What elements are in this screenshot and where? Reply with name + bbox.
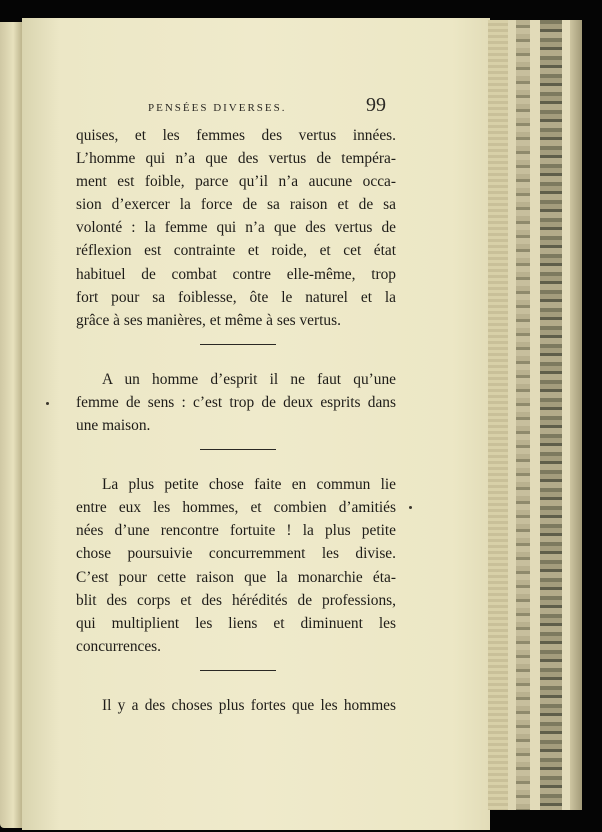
- paragraph-1: [76, 124, 396, 358]
- text-line: nées d’une rencontre fortuite ! la plus petite: [76, 522, 396, 540]
- text-line: fort pour sa foiblesse, ôte le naturel et la: [76, 288, 396, 306]
- text-line: La plus petite chose faite en commun lie: [102, 476, 396, 494]
- text-line: habituel de combat contre elle-même, trop: [76, 265, 396, 283]
- paragraph-3: [76, 473, 396, 684]
- page-number: 99: [366, 94, 386, 116]
- page-header: [148, 88, 408, 118]
- section-divider: [200, 344, 276, 345]
- text-line: femme de sens : c’est trop de deux esprits dans: [76, 393, 396, 411]
- paper-speck: [46, 402, 49, 405]
- text-line: A un homme d’esprit il ne faut qu’une: [102, 370, 396, 388]
- text-line: ment est foible, parce qu’il n’a aucune occa-: [76, 173, 396, 191]
- text-line: L’homme qui n’a que des vertus de tempéra-: [76, 150, 396, 168]
- paper-speck: [409, 506, 412, 509]
- text-line: quises, et les femmes des vertus innées.: [76, 127, 396, 144]
- running-title: PENSÉES DIVERSES.: [148, 102, 287, 114]
- previous-page-edge: [0, 22, 22, 828]
- text-line: qui multiplient les liens et diminuent les: [76, 614, 396, 632]
- text-line: une maison.: [76, 417, 151, 435]
- section-divider: [200, 449, 276, 450]
- paragraph-2: [76, 368, 396, 463]
- text-line: concurrences.: [76, 637, 162, 655]
- text-line: C’est pour cette raison que la monarchie éta-: [76, 568, 396, 586]
- text-line: entre eux les hommes, et combien d’amitiés: [76, 499, 396, 517]
- text-line: grâce à ses manières, et même à ses vertus.: [76, 311, 341, 329]
- text-line: chose poursuivie concurremment les divise.: [76, 545, 396, 563]
- section-divider: [200, 670, 276, 671]
- body-text: [76, 124, 396, 717]
- text-line: volonté : la femme qui n’a que des vertus de: [76, 219, 396, 237]
- text-line: réflexion est contrainte et roide, et cet état: [76, 242, 396, 260]
- paragraph-4: [76, 694, 396, 717]
- text-line: blit des corps et des hérédités de professions,: [76, 591, 396, 609]
- page-block-edge: [488, 20, 588, 810]
- text-line: sion d’exercer la force de sa raison et de sa: [76, 196, 396, 214]
- text-line: Il y a des choses plus fortes que les hommes: [102, 696, 396, 714]
